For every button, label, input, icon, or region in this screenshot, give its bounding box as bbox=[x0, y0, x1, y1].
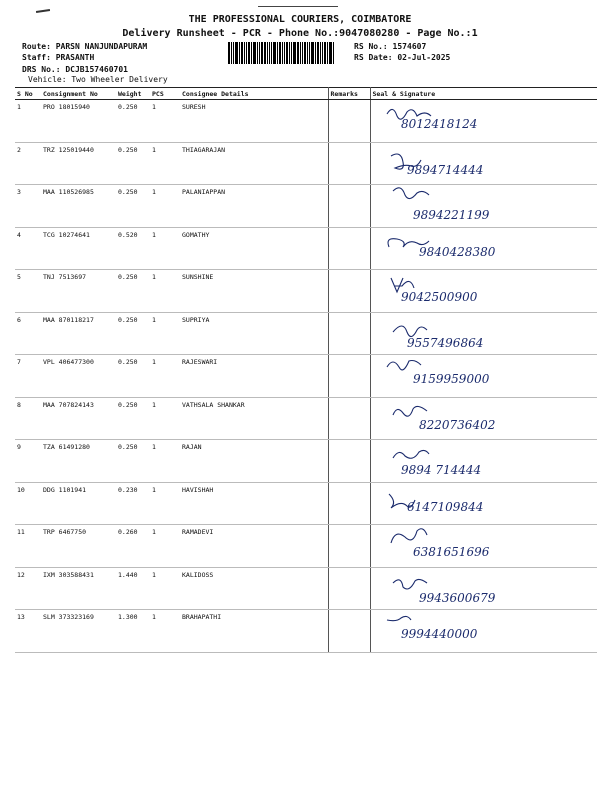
cell-consignment: DDG 1101941 bbox=[41, 482, 116, 525]
cell-signature bbox=[370, 227, 597, 270]
vehicle-value: Two Wheeler Delivery bbox=[71, 75, 168, 84]
barcode-bar bbox=[233, 42, 234, 64]
barcode-bar bbox=[239, 42, 240, 64]
cell-pcs: 1 bbox=[150, 312, 180, 355]
cell-sno: 10 bbox=[15, 482, 41, 525]
signature-phone: 9994440000 bbox=[400, 627, 477, 641]
cell-consignment: VPL 406477300 bbox=[41, 355, 116, 398]
table-row bbox=[15, 610, 597, 653]
signature-scribble bbox=[393, 450, 429, 458]
barcode-bar bbox=[300, 42, 301, 64]
barcode-bar bbox=[304, 42, 306, 64]
barcode-bar bbox=[329, 42, 332, 64]
cell-consignee: RAJAN bbox=[180, 440, 328, 483]
signature-phone: 6147109844 bbox=[406, 499, 483, 514]
barcode-bar bbox=[235, 42, 238, 64]
signature-phone: 9894714444 bbox=[406, 162, 483, 177]
barcode-bar bbox=[327, 42, 328, 64]
handwritten-signature bbox=[371, 398, 596, 438]
cell-signature bbox=[370, 610, 597, 653]
cell-pcs: 1 bbox=[150, 142, 180, 185]
cell-remarks bbox=[328, 567, 370, 610]
signature-phone: 9840428380 bbox=[418, 244, 495, 259]
cell-signature bbox=[370, 397, 597, 440]
cell-consignee: GOMATHY bbox=[180, 227, 328, 270]
signature-phone: 8220736402 bbox=[418, 417, 495, 432]
vehicle-line bbox=[28, 75, 168, 84]
top-rule bbox=[258, 6, 338, 7]
table-row bbox=[15, 142, 597, 185]
barcode-bar bbox=[333, 42, 334, 64]
rs-no-value: 1574607 bbox=[392, 42, 427, 51]
barcode bbox=[228, 42, 348, 64]
cell-pcs: 1 bbox=[150, 567, 180, 610]
table-row bbox=[15, 397, 597, 440]
cell-consignment: TZA 61491280 bbox=[41, 440, 116, 483]
signature-phone: 9159959000 bbox=[412, 372, 489, 386]
cell-weight: 0.250 bbox=[116, 185, 150, 228]
cell-pcs: 1 bbox=[150, 185, 180, 228]
cell-sno: 12 bbox=[15, 567, 41, 610]
cell-remarks bbox=[328, 227, 370, 270]
barcode-bar bbox=[261, 42, 263, 64]
cell-consignment: TNJ 7513697 bbox=[41, 270, 116, 313]
cell-signature bbox=[370, 482, 597, 525]
cell-weight: 0.250 bbox=[116, 270, 150, 313]
col-signature: Seal & Signature bbox=[370, 88, 597, 100]
route-line bbox=[22, 42, 147, 51]
signature-scribble bbox=[387, 616, 411, 620]
cell-consignment: MAA 110526985 bbox=[41, 185, 116, 228]
barcode-bar bbox=[311, 42, 314, 64]
handwritten-signature bbox=[371, 355, 596, 395]
barcode-bar bbox=[291, 42, 292, 64]
handwritten-signature bbox=[371, 270, 596, 310]
cell-pcs: 1 bbox=[150, 100, 180, 143]
barcode-bar bbox=[267, 42, 268, 64]
handwritten-signature bbox=[371, 610, 596, 650]
barcode-bar bbox=[286, 42, 288, 64]
cell-remarks bbox=[328, 610, 370, 653]
cell-pcs: 1 bbox=[150, 610, 180, 653]
barcode-bar bbox=[297, 42, 299, 64]
table-row bbox=[15, 567, 597, 610]
barcode-bar bbox=[282, 42, 283, 64]
barcode-bar bbox=[309, 42, 310, 64]
signature-phone: 8012418124 bbox=[400, 117, 477, 131]
cell-signature bbox=[370, 525, 597, 568]
barcode-bar bbox=[269, 42, 270, 64]
signature-scribble bbox=[393, 406, 427, 416]
cell-pcs: 1 bbox=[150, 355, 180, 398]
signature-phone: 9557496864 bbox=[406, 335, 483, 350]
cell-consignment: PRO 18015940 bbox=[41, 100, 116, 143]
cell-signature bbox=[370, 567, 597, 610]
cell-remarks bbox=[328, 185, 370, 228]
cell-remarks bbox=[328, 525, 370, 568]
barcode-bar bbox=[279, 42, 281, 64]
table-row bbox=[15, 100, 597, 143]
cell-consignment: TRZ 125019440 bbox=[41, 142, 116, 185]
handwritten-signature bbox=[371, 143, 596, 183]
cell-pcs: 1 bbox=[150, 440, 180, 483]
barcode-bar bbox=[228, 42, 230, 64]
runsheet-table bbox=[15, 87, 597, 653]
cell-remarks bbox=[328, 142, 370, 185]
cell-signature bbox=[370, 270, 597, 313]
runsheet-subtitle: Delivery Runsheet - PCR - Phone No.:9047080280 - Page No.:1 bbox=[122, 28, 478, 39]
col-pcs: PCS bbox=[150, 88, 180, 100]
barcode-bar bbox=[293, 42, 296, 64]
cell-weight: 0.230 bbox=[116, 482, 150, 525]
barcode-bar bbox=[241, 42, 243, 64]
cell-sno: 13 bbox=[15, 610, 41, 653]
barcode-bar bbox=[251, 42, 252, 64]
cell-pcs: 1 bbox=[150, 482, 180, 525]
cell-consignment: IXM 303588431 bbox=[41, 567, 116, 610]
cell-sno: 1 bbox=[15, 100, 41, 143]
cell-signature bbox=[370, 185, 597, 228]
drs-label: DRS No.: bbox=[22, 65, 61, 74]
barcode-bar bbox=[302, 42, 303, 64]
col-consignment: Consignment No bbox=[41, 88, 116, 100]
barcode-bar bbox=[259, 42, 260, 64]
cell-consignee: VATHSALA SHANKAR bbox=[180, 397, 328, 440]
cell-consignee: SUNSHINE bbox=[180, 270, 328, 313]
rs-no-label: RS No.: bbox=[354, 42, 388, 51]
cell-signature bbox=[370, 312, 597, 355]
table-row bbox=[15, 270, 597, 313]
signature-scribble bbox=[391, 529, 427, 543]
handwritten-signature bbox=[371, 440, 596, 480]
barcode-bar bbox=[273, 42, 276, 64]
cell-pcs: 1 bbox=[150, 270, 180, 313]
cell-consignee: RAMADEVI bbox=[180, 525, 328, 568]
col-remarks: Remarks bbox=[328, 88, 370, 100]
cell-sno: 2 bbox=[15, 142, 41, 185]
handwritten-signature bbox=[371, 313, 596, 353]
cell-consignment: SLM 373323169 bbox=[41, 610, 116, 653]
cell-consignee: SURESH bbox=[180, 100, 328, 143]
cell-consignee: SUPRIYA bbox=[180, 312, 328, 355]
cell-weight: 0.250 bbox=[116, 355, 150, 398]
signature-scribble bbox=[393, 579, 427, 589]
cell-consignee: KALIDOSS bbox=[180, 567, 328, 610]
barcode-bar bbox=[320, 42, 321, 64]
signature-phone: 6381651696 bbox=[412, 545, 489, 559]
table-row bbox=[15, 185, 597, 228]
staff-value: PRASANTH bbox=[55, 53, 95, 62]
col-consignee: Consignee Details bbox=[180, 88, 328, 100]
rs-date-line bbox=[354, 53, 450, 62]
table-row bbox=[15, 440, 597, 483]
handwritten-signature bbox=[371, 568, 596, 608]
cell-remarks bbox=[328, 482, 370, 525]
barcode-bar bbox=[253, 42, 256, 64]
signature-scribble bbox=[393, 326, 427, 337]
cell-remarks bbox=[328, 355, 370, 398]
barcode-bar bbox=[324, 42, 326, 64]
barcode-bar bbox=[246, 42, 247, 64]
cell-consignee: PALANIAPPAN bbox=[180, 185, 328, 228]
cell-weight: 0.250 bbox=[116, 312, 150, 355]
barcode-bar bbox=[271, 42, 272, 64]
table-row bbox=[15, 227, 597, 270]
cell-weight: 0.250 bbox=[116, 397, 150, 440]
cell-sno: 4 bbox=[15, 227, 41, 270]
handwritten-signature bbox=[371, 100, 596, 140]
cell-sno: 3 bbox=[15, 185, 41, 228]
signature-phone: 9943600679 bbox=[418, 590, 495, 605]
handwritten-signature bbox=[371, 483, 596, 523]
route-value: PARSN NANJUNDAPURAM bbox=[55, 42, 148, 51]
barcode-bar bbox=[317, 42, 319, 64]
cell-remarks bbox=[328, 440, 370, 483]
cell-signature bbox=[370, 100, 597, 143]
signature-phone: 9894221199 bbox=[412, 208, 489, 222]
company-title: THE PROFESSIONAL COURIERS, COIMBATORE bbox=[188, 14, 412, 25]
cell-consignment: MAA 707824143 bbox=[41, 397, 116, 440]
drs-line bbox=[22, 65, 128, 74]
cell-weight: 1.300 bbox=[116, 610, 150, 653]
table-row bbox=[15, 355, 597, 398]
cell-consignee: RAJESWARI bbox=[180, 355, 328, 398]
barcode-bar bbox=[277, 42, 278, 64]
barcode-bar bbox=[264, 42, 266, 64]
cell-sno: 9 bbox=[15, 440, 41, 483]
cell-sno: 5 bbox=[15, 270, 41, 313]
handwritten-signature bbox=[371, 228, 596, 268]
barcode-bar bbox=[248, 42, 250, 64]
cell-weight: 0.250 bbox=[116, 100, 150, 143]
cell-consignee: THIAGARAJAN bbox=[180, 142, 328, 185]
cell-signature bbox=[370, 142, 597, 185]
barcode-bar bbox=[307, 42, 308, 64]
signature-scribble bbox=[387, 361, 421, 370]
cell-weight: 0.260 bbox=[116, 525, 150, 568]
barcode-bar bbox=[257, 42, 258, 64]
drs-value: DCJB157460701 bbox=[65, 65, 128, 74]
pen-mark bbox=[36, 9, 50, 13]
handwritten-signature bbox=[371, 185, 596, 225]
cell-signature bbox=[370, 355, 597, 398]
cell-sno: 7 bbox=[15, 355, 41, 398]
route-label: Route: bbox=[22, 42, 51, 51]
rs-no-line bbox=[354, 42, 426, 51]
barcode-bar bbox=[315, 42, 316, 64]
table-row bbox=[15, 312, 597, 355]
rs-date-value: 02-Jul-2025 bbox=[397, 53, 451, 62]
cell-sno: 11 bbox=[15, 525, 41, 568]
col-weight: Weight bbox=[116, 88, 150, 100]
cell-weight: 1.440 bbox=[116, 567, 150, 610]
cell-weight: 0.250 bbox=[116, 142, 150, 185]
cell-weight: 0.520 bbox=[116, 227, 150, 270]
cell-consignee: BRAHAPATHI bbox=[180, 610, 328, 653]
signature-phone: 9042500900 bbox=[400, 290, 477, 304]
barcode-bar bbox=[284, 42, 285, 64]
cell-pcs: 1 bbox=[150, 525, 180, 568]
staff-label: Staff: bbox=[22, 53, 51, 62]
cell-consignment: TRP 6467750 bbox=[41, 525, 116, 568]
cell-pcs: 1 bbox=[150, 397, 180, 440]
cell-consignment: MAA 870118217 bbox=[41, 312, 116, 355]
cell-consignee: HAVISHAH bbox=[180, 482, 328, 525]
col-sno: S No bbox=[15, 88, 41, 100]
cell-sno: 6 bbox=[15, 312, 41, 355]
handwritten-signature bbox=[371, 525, 596, 565]
table-row bbox=[15, 525, 597, 568]
table-header-row bbox=[15, 88, 597, 100]
barcode-bar bbox=[322, 42, 323, 64]
table-row bbox=[15, 482, 597, 525]
barcode-bar bbox=[244, 42, 245, 64]
signature-phone: 9894 714444 bbox=[400, 463, 481, 477]
rs-date-label: RS Date: bbox=[354, 53, 393, 62]
vehicle-label: Vehicle: bbox=[28, 75, 67, 84]
cell-remarks bbox=[328, 100, 370, 143]
barcode-bar bbox=[289, 42, 290, 64]
cell-remarks bbox=[328, 397, 370, 440]
cell-consignment: TCG 10274641 bbox=[41, 227, 116, 270]
staff-line bbox=[22, 53, 94, 62]
cell-remarks bbox=[328, 312, 370, 355]
barcode-bar bbox=[231, 42, 232, 64]
cell-remarks bbox=[328, 270, 370, 313]
cell-signature bbox=[370, 440, 597, 483]
signature-scribble bbox=[393, 188, 429, 199]
cell-sno: 8 bbox=[15, 397, 41, 440]
cell-pcs: 1 bbox=[150, 227, 180, 270]
cell-weight: 0.250 bbox=[116, 440, 150, 483]
